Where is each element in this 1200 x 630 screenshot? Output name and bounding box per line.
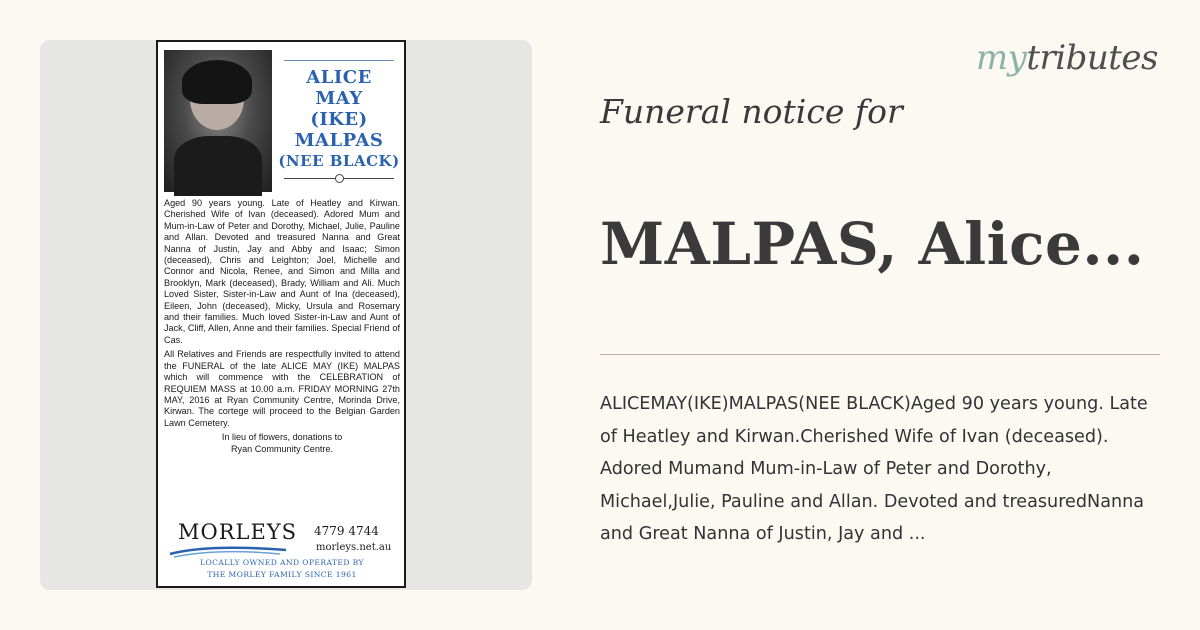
deceased-name-title: MALPAS, Alice... xyxy=(600,210,1145,278)
notice-name-block xyxy=(278,60,400,184)
funeral-home-tagline: LOCALLY OWNED AND OPERATED BY xyxy=(200,558,364,567)
logo-my: my xyxy=(975,38,1027,78)
notice-name-line: MALPAS xyxy=(294,130,384,151)
ornament-divider xyxy=(284,174,394,184)
funeral-home-website: morleys.net.au xyxy=(316,542,392,553)
section-divider xyxy=(600,354,1160,355)
notice-name-line: MAY xyxy=(315,88,363,109)
name-rule-top xyxy=(284,60,394,61)
funeral-home-tagline: THE MORLEY FAMILY SINCE 1961 xyxy=(207,570,357,579)
portrait-hair xyxy=(182,60,252,104)
notice-name-line: (NEE BLACK) xyxy=(278,152,400,170)
funeral-home-block xyxy=(164,518,400,582)
mytributes-logo[interactable] xyxy=(976,38,1158,78)
portrait-body xyxy=(174,136,262,196)
notice-image-panel xyxy=(40,40,532,590)
notice-name-line: (IKE) xyxy=(310,109,368,130)
notice-text xyxy=(164,198,400,458)
funeral-home-phone: 4779 4744 xyxy=(314,524,379,538)
funeral-notice-clipping xyxy=(156,40,406,588)
page-subtitle: Funeral notice for xyxy=(600,92,903,131)
logo-tributes: tributes xyxy=(1026,38,1158,78)
notice-paragraph: Ryan Community Centre. xyxy=(230,443,334,454)
funeral-home-logo: MORLEYS xyxy=(178,520,298,544)
notice-paragraph: In lieu of flowers, donations to xyxy=(221,432,343,443)
portrait-photo xyxy=(164,50,272,192)
notice-name-line: ALICE xyxy=(306,67,372,88)
notice-paragraph: Aged 90 years young. Late of Heatley and Kirwan. Cherished Wife of Ivan (deceased). Adored Mum and Mum-in-Law of Peter and Dorothy, Michael, Julie, Pauline and Allan. Devoted and treasured Nanna and Great Nanna of Justin, Jay and Abby and Isaac; Simon (deceased), Chris and Leighton; Joel, Michelle and Connor and Nicola, Renee, and Simon and Milla and Brooklyn, Mark (deceased), Brady, William and Ali. Much Loved Sister, Sister-in-Law and Aunt of Ina (deceased), Eileen, John (deceased), Micky, Ursula and Rosemary and their families. Much loved Sister-in-Law and Aunt of Jack, Cliff, Allen, Anne and their families. Special Friend of Cas. xyxy=(164,198,400,345)
notice-paragraph: All Relatives and Friends are respectfully invited to attend the FUNERAL of the late ALICE MAY (IKE) MALPAS which will commence with the CELEBRATION of REQUIEM MASS at 10.00 a.m. FRIDAY MORNING 27th MAY, 2016 at Ryan Community Centre, Morinda Drive, Kirwan. The cortege will proceed to the Belgian Garden Lawn Cemetery. xyxy=(164,349,400,428)
swoosh-icon xyxy=(168,544,288,558)
notice-excerpt: ALICEMAY(IKE)MALPAS(NEE BLACK)Aged 90 years young. Late of Heatley and Kirwan.Cherished Wife of Ivan (deceased). Adored Mumand Mum-in-Law of Peter and Dorothy, Michael,Julie, Pauline and Allan. Devoted and treasuredNanna and Great Nanna of Justin, Jay and ... xyxy=(600,394,1148,544)
